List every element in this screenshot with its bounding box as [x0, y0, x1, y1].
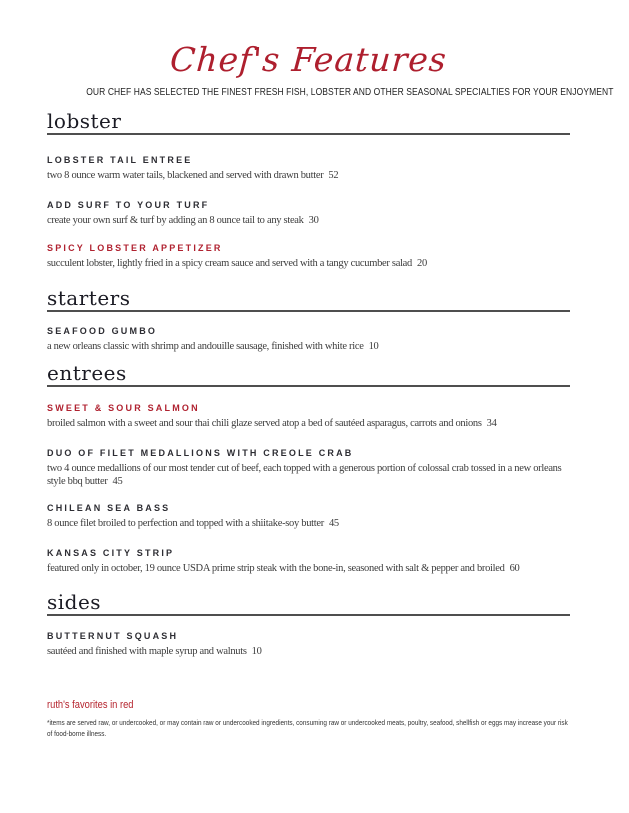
item-description — [47, 257, 570, 270]
item-description-text: two 4 ounce medallions of our most tender cut of beef, each topped with a generous portion of colossal crab tossed in a new orleans style bbq butter — [47, 463, 562, 487]
item-description-text: featured only in october, 19 ounce USDA prime strip steak with the bone-in, seasoned with salt & pepper and broiled — [47, 563, 505, 574]
item-description — [47, 214, 570, 227]
item-price: 45 — [328, 518, 339, 529]
menu-item — [47, 548, 570, 575]
item-description-text: succulent lobster, lightly fried in a spicy cream sauce and served with a tangy cucumber salad — [47, 258, 412, 269]
item-description — [47, 340, 570, 353]
page-title: Chef's Features — [168, 40, 449, 79]
item-price: 52 — [328, 170, 339, 181]
item-price: 34 — [486, 418, 497, 429]
item-name: LOBSTER TAIL ENTREE — [47, 155, 193, 165]
item-name: SEAFOOD GUMBO — [47, 326, 158, 336]
menu-item — [47, 403, 570, 430]
item-name: KANSAS CITY STRIP — [47, 548, 175, 558]
item-name: ADD SURF TO YOUR TURF — [47, 200, 210, 210]
item-price: 10 — [251, 646, 262, 657]
menu-item — [47, 448, 570, 488]
item-description-text: two 8 ounce warm water tails, blackened and served with drawn butter — [47, 170, 324, 181]
item-description — [47, 562, 570, 575]
menu-item — [47, 326, 570, 353]
item-description-text: create your own surf & turf by adding an 8 ounce tail to any steak — [47, 215, 304, 226]
item-name-highlighted: SPICY LOBSTER APPETIZER — [47, 243, 223, 253]
item-price: 10 — [368, 341, 379, 352]
section-heading: lobster — [47, 110, 570, 135]
page-subtitle: OUR CHEF HAS SELECTED THE FINEST FRESH FISH, LOBSTER AND OTHER SEASONAL SPECIALTIES FOR YOUR ENJOYMENT — [86, 87, 614, 98]
item-description-text: sautéed and finished with maple syrup and walnuts — [47, 646, 247, 657]
item-price: 45 — [112, 476, 123, 487]
section-lobster — [47, 110, 570, 270]
item-description-text: a new orleans classic with shrimp and andouille sausage, finished with white rice — [47, 341, 364, 352]
item-price: 30 — [308, 215, 319, 226]
item-description-text: broiled salmon with a sweet and sour thai chili glaze served atop a bed of sautéed asparagus, carrots and onions — [47, 418, 482, 429]
item-name: DUO OF FILET MEDALLIONS WITH CREOLE CRAB — [47, 448, 354, 458]
item-description-text: 8 ounce filet broiled to perfection and topped with a shiitake-soy butter — [47, 518, 324, 529]
section-starters — [47, 287, 570, 353]
menu-item — [47, 155, 570, 182]
menu-item — [47, 631, 570, 658]
section-heading: entrees — [47, 362, 570, 387]
favorites-note: ruth's favorites in red — [47, 699, 134, 711]
menu-item — [47, 200, 570, 227]
item-name: CHILEAN SEA BASS — [47, 503, 171, 513]
section-heading: starters — [47, 287, 570, 312]
item-description — [47, 462, 570, 488]
section-sides — [47, 591, 570, 658]
item-price: 20 — [417, 258, 427, 269]
item-name: BUTTERNUT SQUASH — [47, 631, 179, 641]
item-price: 60 — [509, 563, 520, 574]
disclaimer-text: *items are served raw, or undercooked, or may contain raw or undercooked ingredients, consuming raw or undercooked meats, poultry, seafood, shellfish or eggs may increase your risk of food-borne illness. — [47, 718, 568, 738]
menu-item — [47, 503, 570, 530]
menu-item — [47, 243, 570, 270]
section-entrees — [47, 362, 570, 575]
item-description — [47, 645, 570, 658]
item-description — [47, 169, 570, 182]
section-heading: sides — [47, 591, 570, 616]
item-description — [47, 517, 570, 530]
item-description — [47, 417, 570, 430]
item-name-highlighted: SWEET & SOUR SALMON — [47, 403, 200, 413]
